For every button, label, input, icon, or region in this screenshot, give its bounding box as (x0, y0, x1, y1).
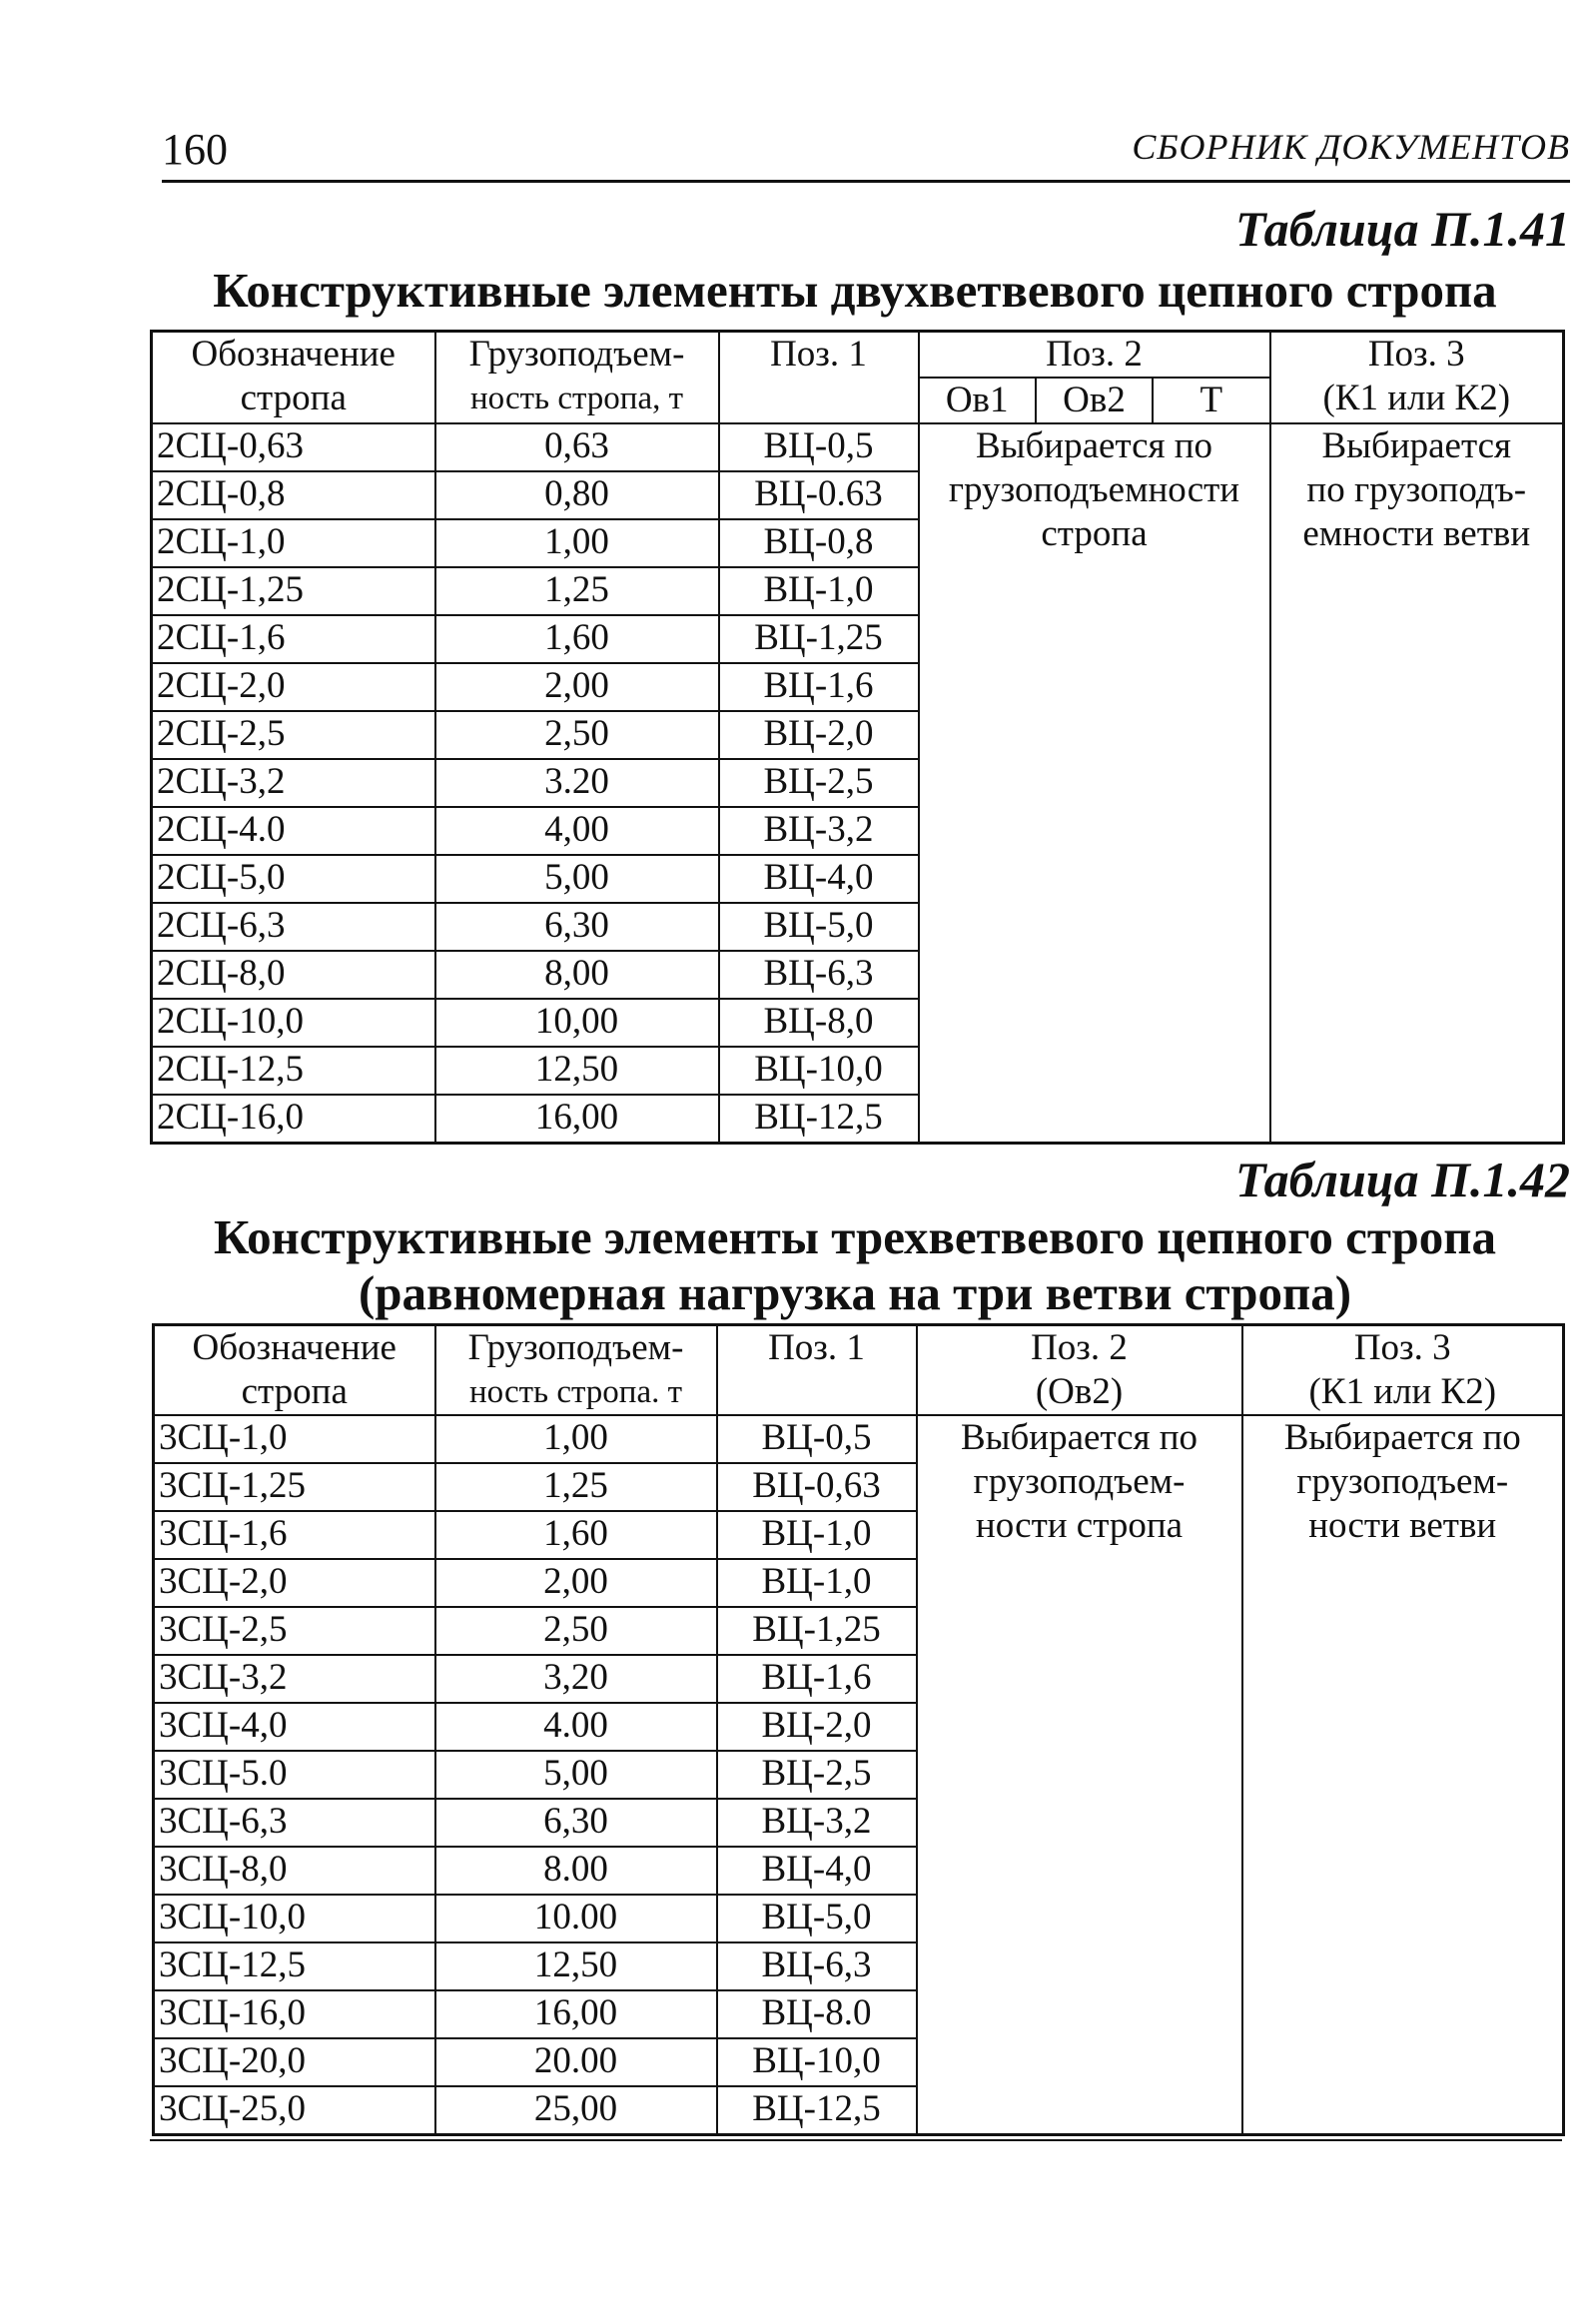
sling-designation-cell: 2СЦ-12,5 (152, 1047, 435, 1095)
capacity-cell: 1,60 (435, 615, 719, 663)
header-text: (К1 или К2) (1322, 378, 1511, 418)
pos2-note-cell (917, 1415, 1242, 2135)
table1-header-pos1 (719, 332, 919, 424)
pos1-cell: ВЦ-1,0 (719, 567, 919, 615)
table2-header-designation (154, 1325, 435, 1416)
header-text: ность стропа. т (468, 1374, 683, 1410)
note-line: стропа (1041, 513, 1148, 554)
running-header (162, 120, 1570, 180)
sling-designation-cell: 3СЦ-5.0 (154, 1751, 435, 1799)
table1-number: Таблица П.1.41 (1234, 201, 1570, 257)
table2-number: Таблица П.1.42 (1234, 1152, 1570, 1207)
pos2-subcells (920, 379, 1269, 422)
sling-designation-cell: 2СЦ-3,2 (152, 759, 435, 807)
pos1-cell: ВЦ-4,0 (719, 855, 919, 903)
pos1-cell: ВЦ-8.0 (717, 1990, 917, 2038)
header-text: ность стропа, т (469, 381, 684, 416)
capacity-cell: 1,25 (435, 567, 719, 615)
capacity-cell: 1,00 (435, 1415, 717, 1463)
capacity-cell: 2,50 (435, 711, 719, 759)
table2-header-pos1 (717, 1325, 917, 1416)
capacity-cell: 0,63 (435, 423, 719, 471)
capacity-cell: 2,00 (435, 1559, 717, 1607)
pos2-sub-ov2: Ов2 (1037, 379, 1154, 422)
pos2-note-cell (919, 423, 1270, 1144)
capacity-cell: 12,50 (435, 1047, 719, 1095)
footer-rule (150, 2139, 1562, 2141)
header-text: Поз. 1 (768, 1327, 865, 1368)
capacity-cell: 16,00 (435, 1095, 719, 1144)
table2-header-row (154, 1325, 1564, 1416)
note-line: по грузоподъ- (1306, 469, 1527, 510)
pos1-cell: ВЦ-1,25 (717, 1607, 917, 1655)
capacity-cell: 8,00 (435, 951, 719, 999)
pos1-cell: ВЦ-4,0 (717, 1847, 917, 1895)
sling-designation-cell: 2СЦ-10,0 (152, 999, 435, 1047)
note-line: емности ветви (1302, 513, 1531, 554)
capacity-cell: 4.00 (435, 1703, 717, 1751)
sling-designation-cell: 3СЦ-1,25 (154, 1463, 435, 1511)
capacity-cell: 10.00 (435, 1895, 717, 1942)
sling-designation-cell: 3СЦ-6,3 (154, 1799, 435, 1847)
capacity-cell: 0,80 (435, 471, 719, 519)
capacity-cell: 3,20 (435, 1655, 717, 1703)
header-text: (Ов2) (1035, 1371, 1124, 1412)
note-line: грузоподъемности (948, 469, 1240, 510)
header-text: Поз. 2 (1046, 334, 1143, 375)
capacity-cell: 20.00 (435, 2038, 717, 2086)
collection-title: СБОРНИК ДОКУМЕНТОВ (1132, 127, 1570, 167)
pos1-cell: ВЦ-0.63 (719, 471, 919, 519)
sling-designation-cell: 3СЦ-3,2 (154, 1655, 435, 1703)
pos1-cell: ВЦ-3,2 (719, 807, 919, 855)
header-text: Поз. 2 (1031, 1327, 1128, 1368)
sling-designation-cell: 2СЦ-1,25 (152, 567, 435, 615)
note-line: Выбирается по (975, 425, 1213, 466)
pos1-cell: ВЦ-12,5 (719, 1095, 919, 1144)
sling-designation-cell: 3СЦ-12,5 (154, 1942, 435, 1990)
pos1-cell: ВЦ-10,0 (719, 1047, 919, 1095)
header-text: Поз. 3 (1367, 334, 1465, 375)
header-text: (К1 или К2) (1308, 1371, 1497, 1412)
capacity-cell: 4,00 (435, 807, 719, 855)
pos1-cell: ВЦ-1,0 (717, 1559, 917, 1607)
pos1-cell: ВЦ-6,3 (719, 951, 919, 999)
pos2-sub-t: Т (1199, 380, 1223, 420)
pos1-cell: ВЦ-0,5 (717, 1415, 917, 1463)
capacity-cell: 8.00 (435, 1847, 717, 1895)
note-line: ности стропа (975, 1505, 1184, 1546)
sling-designation-cell: 2СЦ-8,0 (152, 951, 435, 999)
note-line: Выбирается по (1283, 1417, 1521, 1458)
pos1-cell: ВЦ-6,3 (717, 1942, 917, 1990)
capacity-cell: 16,00 (435, 1990, 717, 2038)
header-text: Поз. 1 (770, 334, 867, 375)
sling-designation-cell: 3СЦ-20,0 (154, 2038, 435, 2086)
note-line: Выбирается по (960, 1417, 1198, 1458)
capacity-cell: 6,30 (435, 903, 719, 951)
pos1-cell: ВЦ-3,2 (717, 1799, 917, 1847)
pos3-note-cell (1242, 1415, 1564, 2135)
sling-designation-cell: 2СЦ-16,0 (152, 1095, 435, 1144)
sling-designation-cell: 2СЦ-1,0 (152, 519, 435, 567)
pos1-cell: ВЦ-2,5 (719, 759, 919, 807)
pos3-note-cell (1270, 423, 1564, 1144)
table1-header-pos3 (1270, 332, 1564, 424)
pos1-cell: ВЦ-0,63 (717, 1463, 917, 1511)
sling-designation-cell: 3СЦ-1,6 (154, 1511, 435, 1559)
pos1-cell: ВЦ-8,0 (719, 999, 919, 1047)
header-text: Обозначение (191, 334, 396, 375)
sling-designation-cell: 2СЦ-4.0 (152, 807, 435, 855)
pos1-cell: ВЦ-12,5 (717, 2086, 917, 2135)
pos1-cell: ВЦ-2,0 (717, 1703, 917, 1751)
table2-header-capacity (435, 1325, 717, 1416)
pos1-cell: ВЦ-1,0 (717, 1511, 917, 1559)
table-row (152, 423, 1564, 471)
capacity-cell: 2,00 (435, 663, 719, 711)
capacity-cell: 12,50 (435, 1942, 717, 1990)
note-line: ности ветви (1308, 1505, 1497, 1546)
table1 (150, 330, 1565, 1145)
header-text: Грузоподъем- (467, 1327, 684, 1368)
table2-body (154, 1325, 1564, 2135)
capacity-cell: 1,00 (435, 519, 719, 567)
header-text: Обозначение (192, 1327, 397, 1368)
sling-designation-cell: 2СЦ-2,5 (152, 711, 435, 759)
pos1-cell: ВЦ-5,0 (717, 1895, 917, 1942)
table1-header-designation (152, 332, 435, 424)
pos1-cell: ВЦ-1,6 (717, 1655, 917, 1703)
sling-designation-cell: 3СЦ-10,0 (154, 1895, 435, 1942)
pos2-sub-ov1: Ов1 (920, 379, 1037, 422)
sling-designation-cell: 2СЦ-6,3 (152, 903, 435, 951)
capacity-cell: 6,30 (435, 1799, 717, 1847)
table1-body (152, 332, 1564, 1144)
pos1-cell: ВЦ-2,0 (719, 711, 919, 759)
table1-header-capacity (435, 332, 719, 424)
pos1-cell: ВЦ-2,5 (717, 1751, 917, 1799)
capacity-cell: 1,60 (435, 1511, 717, 1559)
sling-designation-cell: 2СЦ-5,0 (152, 855, 435, 903)
table1-header-pos2-sub (919, 378, 1270, 423)
table2-title-line1: Конструктивные элементы трехветвевого цепного стропа (213, 1209, 1496, 1264)
sling-designation-cell: 2СЦ-0,63 (152, 423, 435, 471)
sling-designation-cell: 3СЦ-8,0 (154, 1847, 435, 1895)
pos1-cell: ВЦ-0,8 (719, 519, 919, 567)
sling-designation-cell: 3СЦ-2,5 (154, 1607, 435, 1655)
capacity-cell: 5,00 (435, 855, 719, 903)
table-row (154, 1415, 1564, 1463)
note-line: грузоподъем- (1296, 1461, 1509, 1502)
sling-designation-cell: 3СЦ-16,0 (154, 1990, 435, 2038)
capacity-cell: 2,50 (435, 1607, 717, 1655)
pos1-cell: ВЦ-0,5 (719, 423, 919, 471)
capacity-cell: 1,25 (435, 1463, 717, 1511)
sling-designation-cell: 3СЦ-25,0 (154, 2086, 435, 2135)
note-line: грузоподъем- (973, 1461, 1186, 1502)
sling-designation-cell: 3СЦ-1,0 (154, 1415, 435, 1463)
table2-header-pos2 (917, 1325, 1242, 1416)
header-text: Поз. 3 (1353, 1327, 1451, 1368)
capacity-cell: 10,00 (435, 999, 719, 1047)
sling-designation-cell: 2СЦ-0,8 (152, 471, 435, 519)
page-number: 160 (162, 125, 228, 174)
table2 (152, 1323, 1565, 2136)
pos1-cell: ВЦ-1,6 (719, 663, 919, 711)
sling-designation-cell: 3СЦ-4,0 (154, 1703, 435, 1751)
sling-designation-cell: 2СЦ-2,0 (152, 663, 435, 711)
capacity-cell: 5,00 (435, 1751, 717, 1799)
table1-header-row (152, 332, 1564, 379)
table1-header-pos2 (919, 332, 1270, 379)
pos1-cell: ВЦ-1,25 (719, 615, 919, 663)
header-text: Грузоподъем- (468, 334, 685, 375)
capacity-cell: 25,00 (435, 2086, 717, 2135)
header-text: стропа (240, 378, 347, 418)
pos1-cell: ВЦ-10,0 (717, 2038, 917, 2086)
sling-designation-cell: 3СЦ-2,0 (154, 1559, 435, 1607)
table1-title: Конструктивные элементы двухветвевого цепного стропа (213, 263, 1497, 318)
header-rule (162, 180, 1570, 183)
capacity-cell: 3.20 (435, 759, 719, 807)
sling-designation-cell: 2СЦ-1,6 (152, 615, 435, 663)
table2-title-line2: (равномерная нагрузка на три ветви стропа) (358, 1265, 1352, 1320)
pos1-cell: ВЦ-5,0 (719, 903, 919, 951)
table2-header-pos3 (1242, 1325, 1564, 1416)
header-text: стропа (241, 1371, 348, 1412)
note-line: Выбирается (1321, 425, 1512, 466)
